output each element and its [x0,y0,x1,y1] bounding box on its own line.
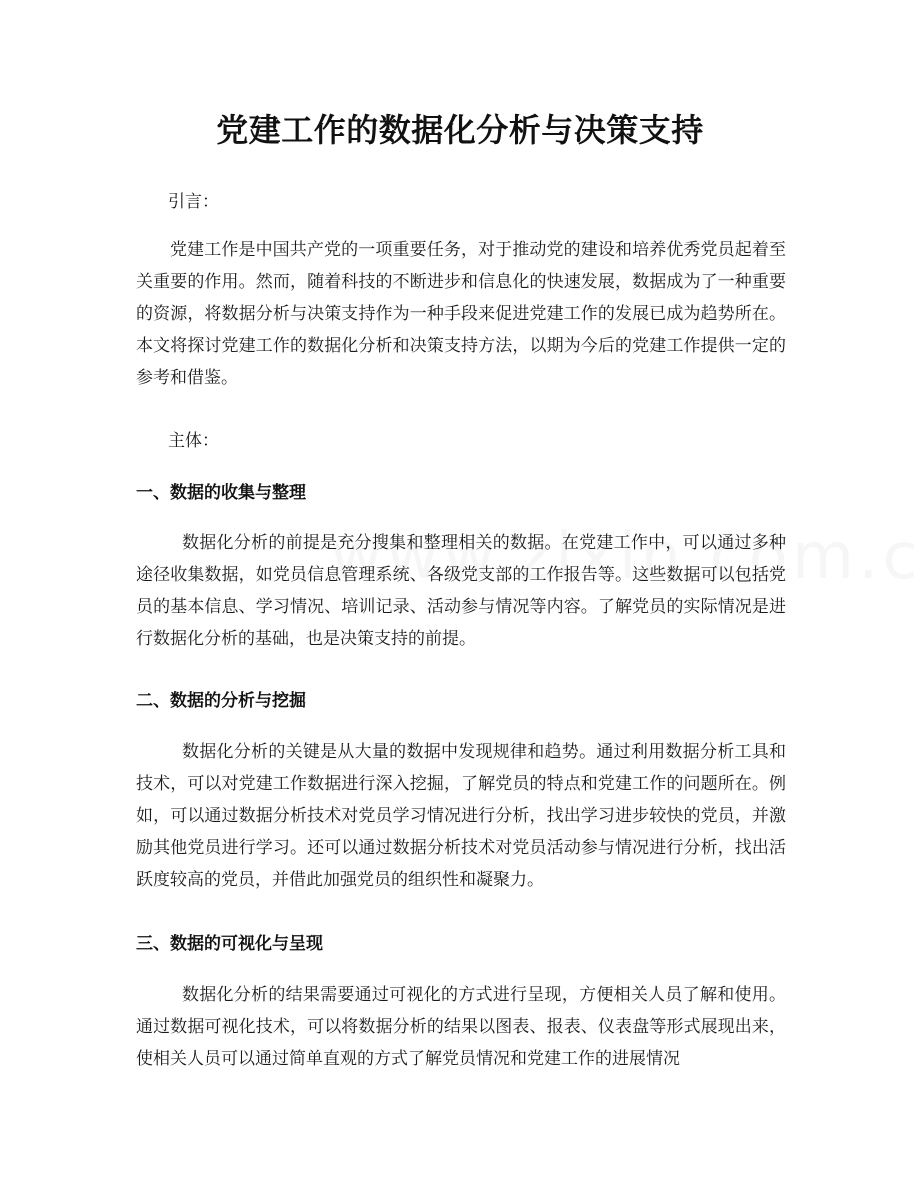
section-heading-2: 二、数据的分析与挖掘 [136,691,306,711]
intro-label: 引言： [168,192,219,212]
section-heading-3: 三、数据的可视化与呈现 [136,934,323,954]
document-title: 党建工作的数据化分析与决策支持 [216,111,704,149]
body-label: 主体： [168,431,219,451]
intro-paragraph: 党建工作是中国共产党的一项重要任务，对于推动党的建设和培养优秀党员起着至关重要的作用。然而，随着科技的不断进步和信息化的快速发展，数据成为了一种重要的资源，将数据分析与决策支持作为一种手段来促进党建工作的发展已成为趋势所在。本文将探讨党建工作的数据化分析和决策支持方法，以期为今后的党建工作提供一定的参考和借鉴。 [136,240,786,388]
section-paragraph-2: 数据化分析的关键是从大量的数据中发现规律和趋势。通过利用数据分析工具和技术，可以对党建工作数据进行深入挖掘，了解党员的特点和党建工作的问题所在。例如，可以通过数据分析技术对党员学习情况进行分析，找出学习进步较快的党员，并激励其他党员进行学习。还可以通过数据分析技术对党员活动参与情况进行分析，找出活跃度较高的党员，并借此加强党员的组织性和凝聚力。 [136,742,786,890]
section-paragraph-3: 数据化分析的结果需要通过可视化的方式进行呈现，方便相关人员了解和使用。通过数据可视化技术，可以将数据分析的结果以图表、报表、仪表盘等形式展现出来，使相关人员可以通过简单直观的方式了解党员情况和党建工作的进展情况 [136,985,786,1069]
section-paragraph-1: 数据化分析的前提是充分搜集和整理相关的数据。在党建工作中，可以通过多种途径收集数据，如党员信息管理系统、各级党支部的工作报告等。这些数据可以包括党员的基本信息、学习情况、培训记录、活动参与情况等内容。了解党员的实际情况是进行数据化分析的基础，也是决策支持的前提。 [136,533,786,649]
section-heading-1: 一、数据的收集与整理 [136,483,306,503]
